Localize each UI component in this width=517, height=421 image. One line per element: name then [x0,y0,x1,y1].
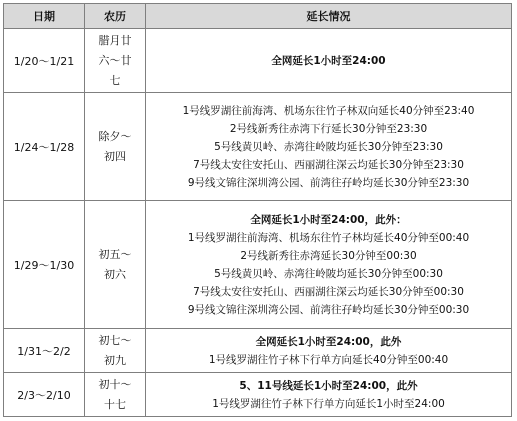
extension-line: 2号线新秀往赤湾延长30分钟至00:30 [240,249,417,262]
header-lunar: 农历 [85,4,146,29]
row-extension [146,93,512,201]
lunar-line: 六～廿 [98,53,132,67]
extension-line: 5号线黄贝岭、赤湾往岭陂均延长30分钟至23:30 [214,140,443,153]
lunar-line: 初九 [104,353,126,367]
table-row [4,93,512,201]
row-extension [146,201,512,329]
row-date: 1/20～1/21 [4,29,85,93]
row-lunar [85,329,146,373]
row-extension [146,329,512,373]
row-extension [146,373,512,417]
lunar-line: 初五～ [98,247,132,261]
lunar-line: 初十～ [98,377,132,391]
extension-lead: 5、11号线延长1小时至24:00，此外 [239,379,418,392]
row-date: 1/29～1/30 [4,201,85,329]
lunar-line: 除夕～ [98,129,132,143]
row-extension [146,29,512,93]
row-lunar [85,201,146,329]
extension-lead: 全网延长1小时至24:00，此外： [250,213,407,226]
table-row [4,373,512,417]
extension-line: 7号线太安往安托山、西丽湖往深云均延长30分钟至23:30 [193,158,464,171]
lunar-line: 初六 [104,267,126,281]
table-row [4,201,512,329]
table-row [4,29,512,93]
extension-line: 7号线太安往安托山、西丽湖往深云均延长30分钟至00:30 [193,285,464,298]
row-date: 1/24～1/28 [4,93,85,201]
header-date: 日期 [4,4,85,29]
header-extension: 延长情况 [146,4,512,29]
table-header-row [4,4,512,29]
extension-line: 1号线罗湖往竹子林下行单方向延长1小时至24:00 [212,397,445,410]
extension-line: 全网延长1小时至24:00 [271,54,386,67]
lunar-line: 七 [109,73,121,87]
extension-lead: 全网延长1小时至24:00，此外 [255,335,402,348]
lunar-line: 初四 [104,149,126,163]
extension-line: 5号线黄贝岭、赤湾往岭陂均延长30分钟至00:30 [214,267,443,280]
extension-line: 1号线罗湖往竹子林下行单方向延长40分钟至00:40 [208,353,449,366]
row-lunar [85,29,146,93]
row-lunar [85,93,146,201]
lunar-line: 十七 [104,397,126,411]
metro-extension-table [3,3,512,417]
row-lunar [85,373,146,417]
extension-line: 1号线罗湖往前海湾、机场东往竹子林双向延长40分钟至23:40 [182,104,475,117]
extension-line: 2号线新秀往赤湾下行延长30分钟至23:30 [229,122,428,135]
lunar-line: 腊月廿 [98,33,132,47]
lunar-line: 初七～ [98,333,132,347]
extension-line: 9号线文锦往深圳湾公园、前湾往孖岭均延长30分钟至00:30 [187,303,470,316]
extension-line: 1号线罗湖往前海湾、机场东往竹子林均延长40分钟至00:40 [187,231,470,244]
row-date: 1/31～2/2 [4,329,85,373]
table-row [4,329,512,373]
extension-line: 9号线文锦往深圳湾公园、前湾往孖岭均延长30分钟至23:30 [187,176,470,189]
row-date: 2/3～2/10 [4,373,85,417]
